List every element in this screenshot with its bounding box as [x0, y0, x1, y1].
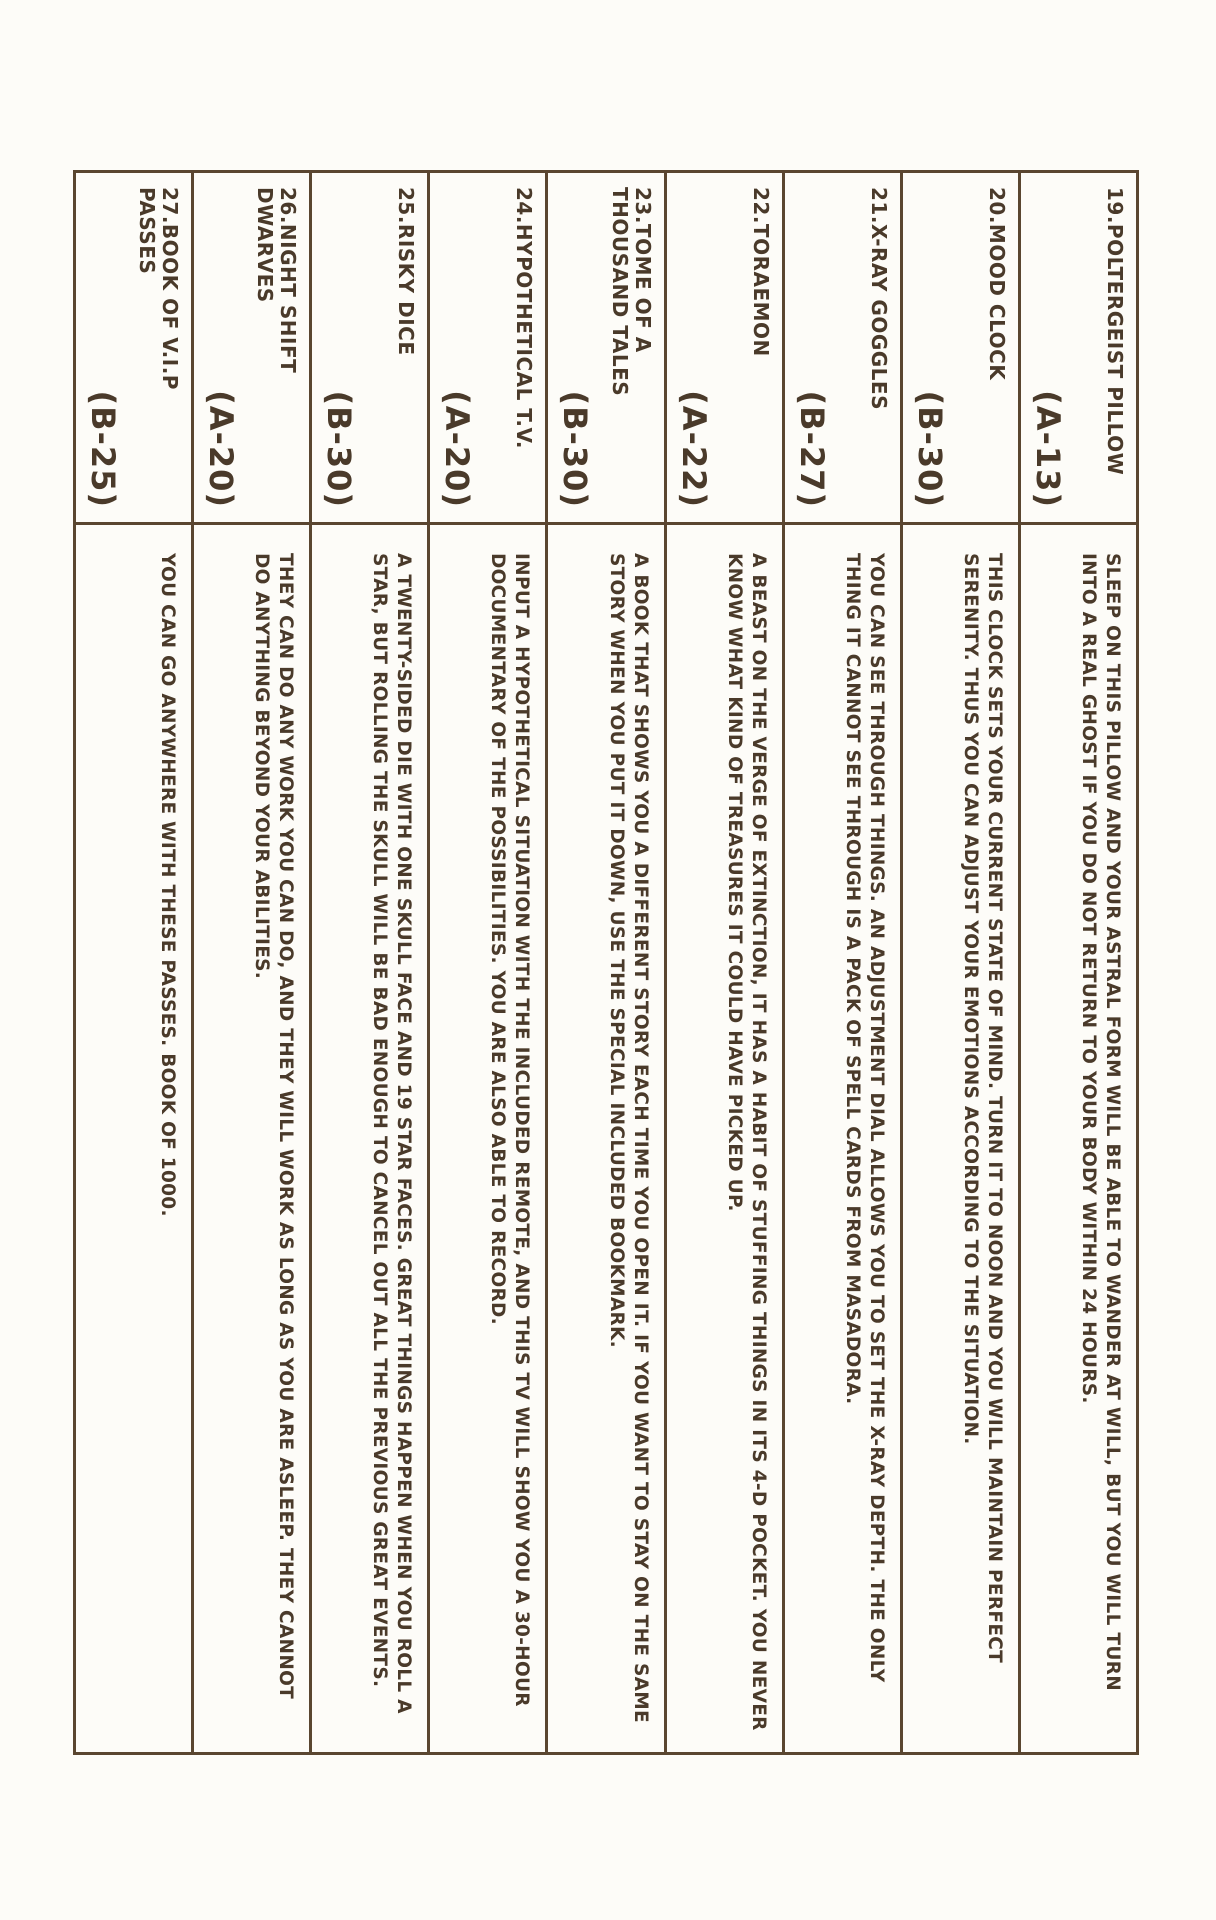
name-cell: [194, 173, 309, 525]
card-code: (B-30): [556, 390, 595, 508]
card-description: A BEAST ON THE VERGE OF EXTINCTION, IT HAS A HABIT OF STUFFING THINGS IN ITS 4-D POCKET. YOU NEVER KNOW WHAT KIND OF TREASURES IT COULD HAVE PICKED UP.: [723, 553, 769, 1731]
card-description: A BOOK THAT SHOWS YOU A DIFFERENT STORY EACH TIME YOU OPEN IT. IF YOU WANT TO STAY ON THE SAME STORY WHEN YOU PUT IT DOWN, USE THE SPECIAL INCLUDED BOOKMARK.: [605, 553, 651, 1723]
card-code: (A-20): [202, 390, 241, 508]
table-row: [545, 173, 663, 1752]
name-cell: [1021, 173, 1136, 525]
description-cell: [548, 525, 663, 1752]
description-cell: [76, 525, 191, 1752]
description-cell: [430, 525, 545, 1752]
card-name: 21.X-RAY GOGGLES: [866, 187, 891, 410]
card-name: 20.MOOD CLOCK: [984, 187, 1009, 381]
table-row: [782, 173, 900, 1752]
card-description: YOU CAN SEE THROUGH THINGS. AN ADJUSTMENT DIAL ALLOWS YOU TO SET THE X-RAY DEPTH. THE ONLY THING IT CANNOT SEE THROUGH IS A PACK OF SPELL CARDS FROM MASADORA.: [841, 553, 887, 1683]
table-row: [427, 173, 545, 1752]
description-cell: [785, 525, 900, 1752]
card-code: (B-25): [84, 390, 123, 508]
card-name: 19.POLTERGEIST PILLOW: [1103, 187, 1127, 476]
name-cell: [785, 173, 900, 525]
description-cell: [1021, 525, 1136, 1752]
card-code: (B-30): [910, 390, 949, 508]
card-description: YOU CAN GO ANYWHERE WITH THESE PASSES. BOOK OF 1000.: [157, 553, 179, 1217]
card-name: 22.TORAEMON: [748, 187, 773, 357]
name-cell: [430, 173, 545, 525]
description-cell: [194, 525, 309, 1752]
card-name: 23.TOME OF A THOUSAND TALES: [607, 187, 655, 397]
card-code: (A-22): [674, 390, 713, 508]
name-cell: [903, 173, 1018, 525]
table-row: [309, 173, 427, 1752]
description-cell: [667, 525, 782, 1752]
table-row: [900, 173, 1018, 1752]
name-cell: [667, 173, 782, 525]
card-name: 25.RISKY DICE: [394, 187, 419, 356]
card-name: 24.HYPOTHETICAL T.V.: [512, 187, 537, 450]
card-code: (A-13): [1028, 390, 1067, 508]
card-name: 26.NIGHT SHIFT DWARVES: [253, 187, 301, 374]
card-description: THEY CAN DO ANY WORK YOU CAN DO, AND THEY WILL WORK AS LONG AS YOU ARE ASLEEP. THEY CANNOT DO ANYTHING BEYOND YOUR ABILITIES.: [251, 553, 297, 1700]
card-code: (A-20): [438, 390, 477, 508]
card-description: SLEEP ON THIS PILLOW AND YOUR ASTRAL FORM WILL BE ABLE TO WANDER AT WILL, BUT YOU WILL TURN INTO A REAL GHOST IF YOU DO NOT RETURN TO YOUR BODY WITHIN 24 HOURS.: [1077, 553, 1123, 1691]
name-cell: [76, 173, 191, 525]
card-name: 27.BOOK OF V.I.P PASSES: [135, 187, 183, 390]
card-description: A TWENTY-SIDED DIE WITH ONE SKULL FACE AND 19 STAR FACES. GREAT THINGS HAPPEN WHEN YOU ROLL A STAR, BUT ROLLING THE SKULL WILL BE BAD ENOUGH TO CANCEL OUT ALL THE PREVIOUS GREAT EVENTS.: [369, 553, 415, 1714]
name-cell: [548, 173, 663, 525]
table-row: [76, 173, 191, 1752]
card-description: THIS CLOCK SETS YOUR CURRENT STATE OF MIND. TURN IT TO NOON AND YOU WILL MAINTAIN PERFECT SERENITY. THUS YOU CAN ADJUST YOUR EMOTIONS ACCORDING TO THE SITUATION.: [959, 553, 1005, 1664]
table-row: [664, 173, 782, 1752]
table-row: [191, 173, 309, 1752]
description-cell: [903, 525, 1018, 1752]
card-code: (B-27): [792, 390, 831, 508]
card-code: (B-30): [320, 390, 359, 508]
card-description: INPUT A HYPOTHETICAL SITUATION WITH THE INCLUDED REMOTE, AND THIS TV WILL SHOW YOU A 30-HOUR DOCUMENTARY OF THE POSSIBILITIES. YOU ARE ALSO ABLE TO RECORD.: [487, 553, 533, 1707]
table-row: [1018, 173, 1136, 1752]
card-list-page: [73, 170, 1139, 1755]
description-cell: [312, 525, 427, 1752]
card-table: [73, 170, 1139, 1755]
name-cell: [312, 173, 427, 525]
